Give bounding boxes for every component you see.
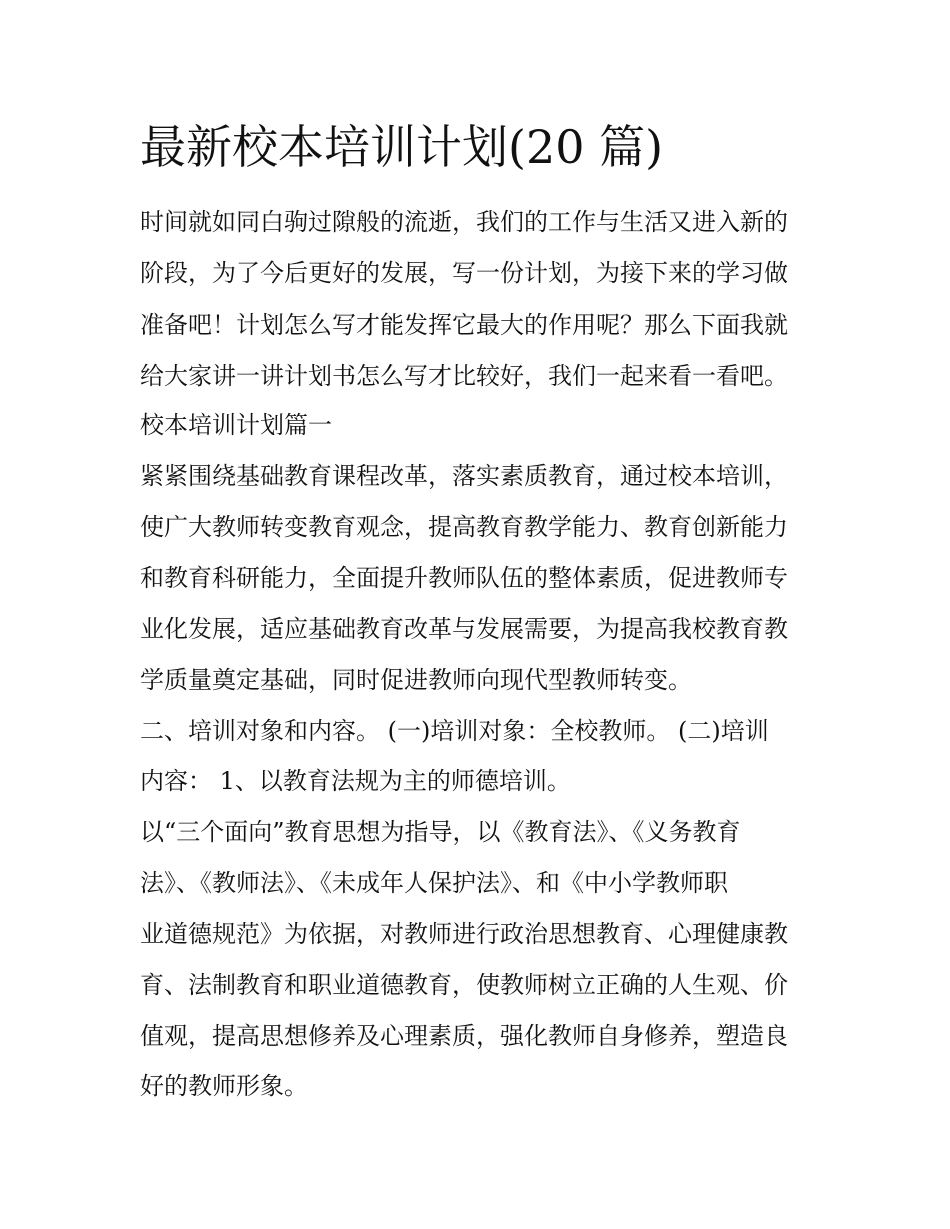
body-line: 紧紧围绕基础教育课程改革，落实素质教育，通过校本培训， (140, 462, 788, 490)
document-title: 最新校本培训计划(20 篇) (140, 120, 664, 174)
body-line: 以“三个面向”教育思想为指导，以《教育法》、《义务教育 (140, 818, 741, 846)
body-line: 业道德规范》为依据，对教师进行政治思想教育、心理健康教 (140, 920, 788, 948)
body-line: 时间就如同白驹过隙般的流逝，我们的工作与生活又进入新的 (140, 208, 788, 236)
body-line: 学质量奠定基础，同时促进教师向现代型教师转变。 (140, 666, 692, 694)
body-line: 内容： 1、以教育法规为主的师德培训。 (140, 767, 571, 795)
section-heading: 校本培训计划篇一 (140, 411, 332, 439)
body-line: 和教育科研能力，全面提升教师队伍的整体素质，促进教师专 (140, 564, 788, 592)
body-line: 准备吧！计划怎么写才能发挥它最大的作用呢？那么下面我就 (140, 311, 788, 339)
body-line: 二、培训对象和内容。 (一)培训对象：全校教师。 (二)培训 (140, 717, 769, 745)
body-line: 好的教师形象。 (140, 1072, 308, 1100)
body-line: 法》、《教师法》、《未成年人保护法》、和《中小学教师职 (140, 869, 728, 897)
body-line: 育、法制教育和职业道德教育，使教师树立正确的人生观、价 (140, 971, 788, 999)
body-line: 值观，提高思想修养及心理素质，强化教师自身修养，塑造良 (140, 1022, 788, 1050)
body-line: 业化发展，适应基础教育改革与发展需要，为提高我校教育教 (140, 615, 788, 643)
body-line: 使广大教师转变教育观念，提高教育教学能力、教育创新能力 (140, 513, 788, 541)
body-line: 阶段，为了今后更好的发展，写一份计划，为接下来的学习做 (140, 259, 788, 287)
body-line: 给大家讲一讲计划书怎么写才比较好，我们一起来看一看吧。 (140, 362, 788, 390)
